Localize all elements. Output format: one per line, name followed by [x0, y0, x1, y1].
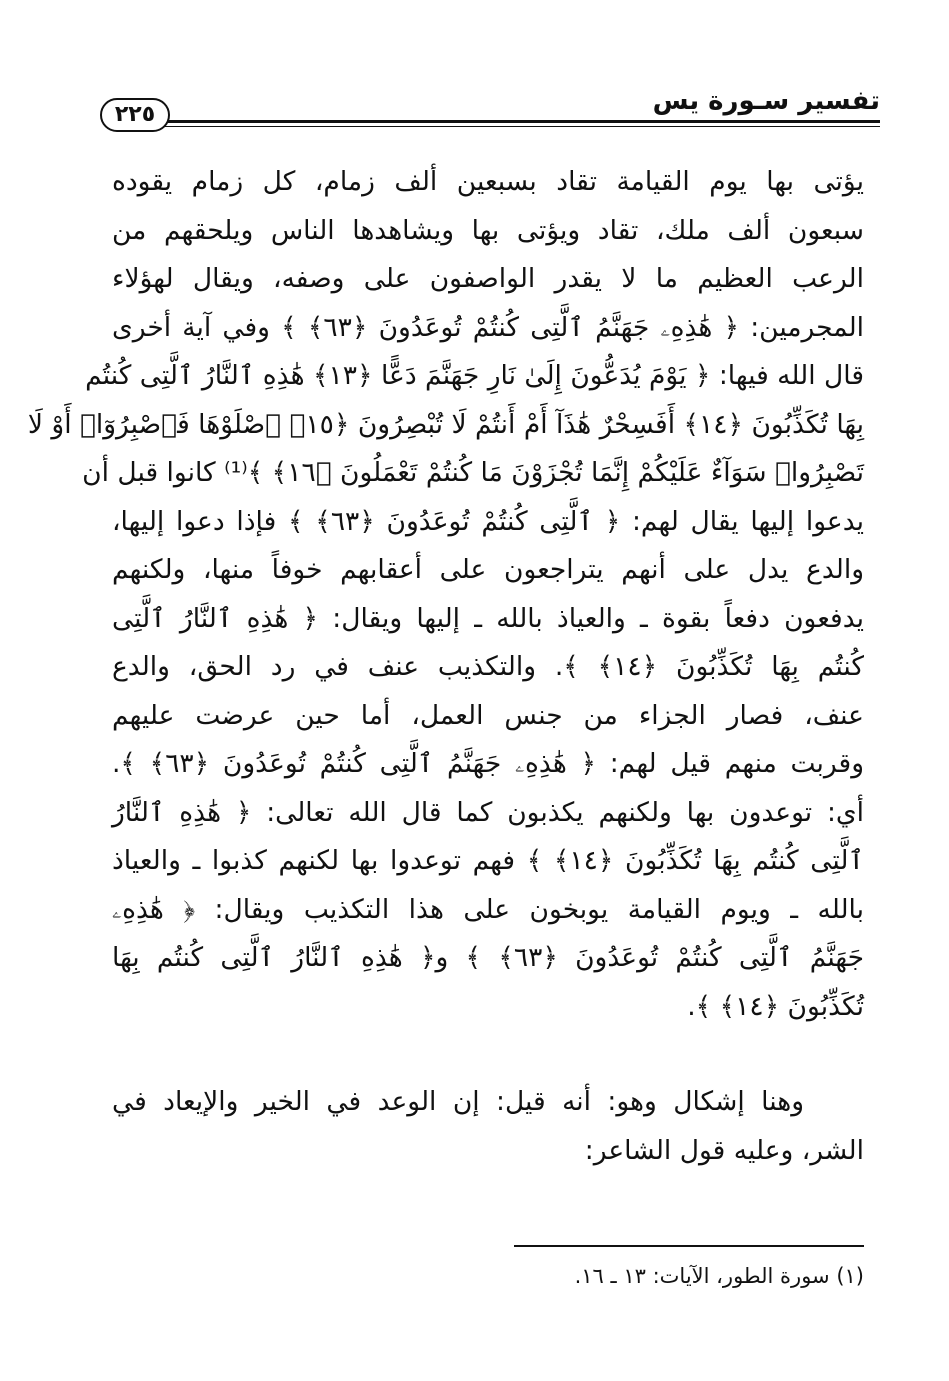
page-header [100, 82, 880, 130]
text-line: سبعون ألف ملك، تقاد ويؤتى بها ويشاهدها الناس ويلحقهم من [112, 214, 864, 246]
header-rule [162, 120, 880, 127]
text-line: المجرمين: ﴿ هَٰذِهِۦ جَهَنَّمُ ٱلَّتِى كُنتُمْ تُوعَدُونَ ﴿٦٣﴾ ﴾ وفي آية أخرى [112, 311, 864, 343]
text-line: قال الله فيها: ﴿ يَوْمَ يُدَعُّونَ إِلَىٰ نَارِ جَهَنَّمَ دَعًّا ﴿١٣﴾ هَٰذِهِ ٱلنَّارُ ٱلَّتِى كُنتُم [85, 360, 864, 391]
text-line: يدعوا إليها يقال لهم: ﴿ ٱلَّتِى كُنتُمْ تُوعَدُونَ ﴿٦٣﴾ ﴾ فإذا دعوا إليها، [112, 505, 864, 537]
text-line: تُكَذِّبُونَ ﴿١٤﴾ ﴾. [687, 990, 864, 1022]
text-line: جَهَنَّمُ ٱلَّتِى كُنتُمْ تُوعَدُونَ ﴿٦٣﴾ ﴾ و﴿ هَٰذِهِ ٱلنَّارُ ٱلَّتِى كُنتُم بِهَا [112, 942, 864, 973]
second-paragraph [112, 1078, 864, 1175]
text-line: أي: توعدون بها ولكنهم يكذبون كما قال الله تعالى: ﴿ هَٰذِهِ ٱلنَّارُ [112, 796, 864, 828]
text-line: يدفعون دفعاً بقوة ـ والعياذ بالله ـ إليها ويقال: ﴿ هَٰذِهِ ٱلنَّارُ ٱلَّتِى [112, 602, 864, 634]
text-line: ٱلَّتِى كُنتُم بِهَا تُكَذِّبُونَ ﴿١٤﴾ ﴾ فهم توعدوا بها لكنهم كذبوا ـ والعياذ [112, 845, 864, 876]
page-number: ٢٢٥ [100, 98, 170, 132]
text-line: بِهَا تُكَذِّبُونَ ﴿١٤﴾ أَفَسِحْرٌ هَٰذَآ أَمْ أَنتُمْ لَا تُبْصِرُونَ ﴿١٥﴾ ٱصْلَوْهَا فَٱصْبِرُوٓا۟ أَوْ لَا [27, 408, 864, 440]
text-line: والدع يدل على أنهم يتراجعون على أعقابهم خوفاً منها، ولكنهم [112, 554, 864, 585]
text-line: عنف، فصار الجزاء من جنس العمل، أما حين عرضت عليهم [112, 699, 864, 731]
footnote-separator [514, 1245, 864, 1247]
text-line: وقربت منهم قيل لهم: ﴿ هَٰذِهِۦ جَهَنَّمُ ٱلَّتِى كُنتُمْ تُوعَدُونَ ﴿٦٣﴾ ﴾. [112, 748, 865, 779]
text-line: تَصْبِرُوا۟ سَوَآءٌ عَلَيْكُمْ إِنَّمَا تُجْزَوْنَ مَا كُنتُمْ تَعْمَلُونَ ﴿١٦﴾ ﴾⁽¹⁾ كانوا قبل أن [82, 457, 864, 488]
main-paragraph [27, 158, 865, 1031]
text-line: كُنتُم بِهَا تُكَذِّبُونَ ﴿١٤﴾ ﴾. والتكذيب عنف في رد الحق، والدع [112, 651, 864, 682]
running-title: تفسير سـورة يس [652, 86, 880, 116]
footnote: (١) سورة الطور، الآيات: ١٣ ـ ١٦. [574, 1264, 864, 1288]
text-line: بالله ـ ويوم القيامة يوبخون على هذا التكذيب ويقال: ﴿ هَٰذِهِۦ [112, 893, 864, 925]
text-line: الشر، وعليه قول الشاعر: [584, 1134, 864, 1166]
text-line: الرعب العظيم ما لا يقدر الواصفون على وصفه، ويقال لهؤلاء [112, 263, 864, 294]
text-line: يؤتى بها يوم القيامة تقاد بسبعين ألف زمام، كل زمام يقوده [112, 166, 864, 197]
text-line: وهنا إشكال وهو: أنه قيل: إن الوعد في الخير والإيعاد في [112, 1086, 804, 1117]
